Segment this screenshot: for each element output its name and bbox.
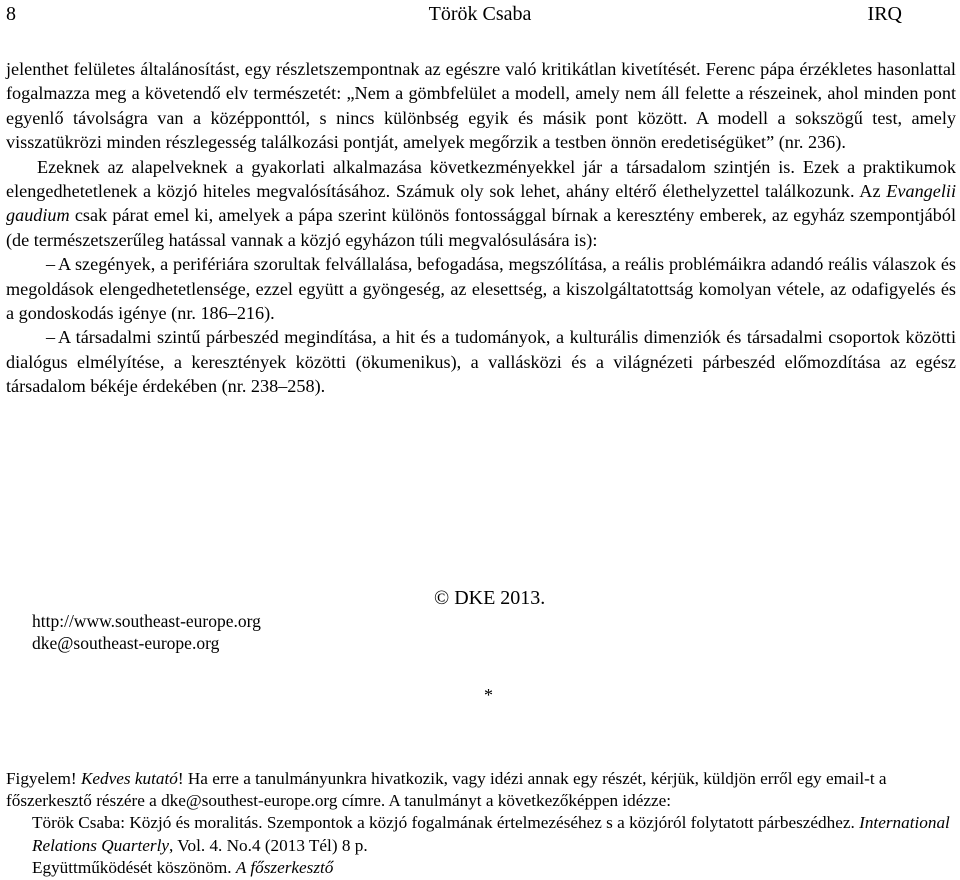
notice-warning: Figyelem! (6, 769, 81, 788)
notice-addressee: Kedves kutató (80, 769, 178, 788)
copyright-notice: © DKE 2013. (434, 587, 546, 609)
journal-title: International Relations Quarterly (32, 813, 950, 855)
contact-block (32, 610, 261, 654)
thanks-line (6, 857, 956, 879)
citation-notice (6, 768, 956, 879)
paragraph-2-end: csak párat emel ki, amelyek a pápa szerint különös fontossággal bírnak a keresztény emberek, az egyház szempontjából (de természetszerűleg hatással vannak a közjó egyházon túli megvalósulására is): (6, 205, 956, 250)
article-body (6, 57, 956, 399)
page-header (0, 0, 960, 24)
citation-volume: , Vol. 4. No.4 (2013 Tél) 8 p. (169, 835, 368, 855)
list-item-text: A szegények, a perifériára szorultak felvállalása, befogadása, megszólítása, a reális problémáikra adandó reális válaszok és megoldások elengedhetetlensége, ezzel együtt a gyöngeség, az elesettség, a kiszolgáltatottság komolyan vétele, az odafigyelés és a gondoskodás igénye (nr. 186–216). (6, 254, 956, 324)
running-journal: IRQ (867, 3, 902, 25)
running-author: Török Csaba (428, 3, 532, 25)
encyclical-title: Evangelii gaudium (6, 181, 956, 226)
editor-signature: A főszerkesztő (235, 857, 334, 877)
paragraph-1: jelenthet felületes általánosítást, egy részletszempontnak az egészre való kritikátlan kivetítését. Ferenc pápa érzékletes hasonlattal fogalmazza meg a követendő elv természetét: „Nem a gömbfelület a modell, amely nem áll felette a részeinek, ahol minden pont egyenlő távolságra van a középponttól, s nincs különbség egyik és másik pont között. A modell a sokszögű test, amely visszatükrözi minden részlegesség találkozási pontját, amelyek megőrzik a testben önnön eredetiségüket” (nr. 236). (6, 59, 956, 153)
citation-text: Török Csaba: Közjó és moralitás. Szempontok a közjó fogalmának értelmezéséhez s a közjóról folytatott párbeszédhez. (32, 813, 860, 833)
list-item (6, 252, 956, 325)
website-link[interactable]: http://www.southeast-europe.org (32, 611, 261, 631)
dash-marker: – (46, 327, 56, 348)
paragraph-2 (6, 155, 956, 253)
citation-line (6, 812, 956, 856)
notice-line-1 (6, 768, 956, 812)
paragraph-2-start: Ezeknek az alapelveknek a gyakorlati alkalmazása következményekkel jár a társadalom szintjén is. Ezek a praktikumok elengedhetetlenek a közjó hiteles megvalósításához. Számuk oly sok lehet, ahány eltérő élethelyzettel találkozunk. Az (6, 156, 956, 202)
list-item-text: A társadalmi szintű párbeszéd megindítása, a hit és a tudományok, a kulturális dimenziók és társadalmi csoportok közötti dialógus elmélyítése, a keresztények közötti (ökumenikus), a vallásközi és a világnézeti párbeszéd előmozdítása az egész társadalom békéje érdekében (nr. 238–258). (6, 327, 956, 397)
notice-request: ! Ha erre a tanulmányunkra hivatkozik, vagy idézi annak egy részét, kérjük, küldjön erről egy email-t a főszerkesztő részére a dke@southest-europe.org címre. A tanulmányt a következőképpen idézze: (6, 769, 887, 811)
thanks-text: Együttműködését köszönöm. (32, 857, 236, 877)
list-item (6, 325, 956, 398)
page-number: 8 (6, 3, 16, 25)
email-link[interactable]: dke@southeast-europe.org (32, 633, 220, 653)
dash-marker: – (46, 254, 56, 275)
section-separator: * (484, 685, 493, 705)
